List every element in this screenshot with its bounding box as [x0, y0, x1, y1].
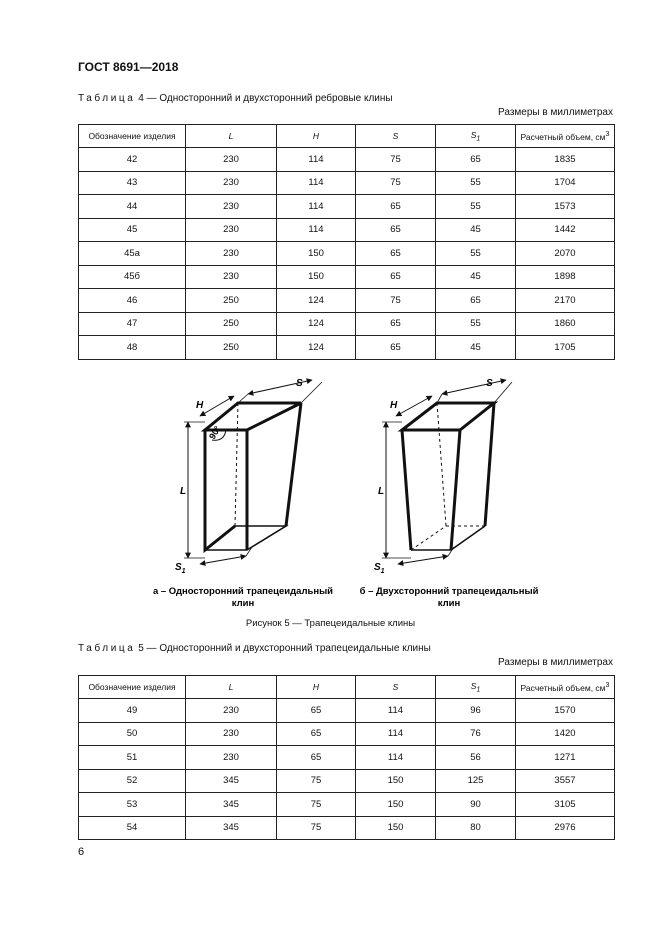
table-row	[79, 218, 615, 242]
table-cell: 65	[356, 195, 436, 219]
table-row	[79, 769, 615, 793]
table-row	[79, 746, 615, 770]
table-cell: 65	[356, 265, 436, 289]
table-cell: 250	[186, 336, 277, 360]
table-cell: 124	[277, 289, 356, 313]
col-volume: Расчетный объем, $см^3$	[516, 125, 615, 148]
table-cell: 230	[186, 171, 277, 195]
wedge-b-label-s: S	[486, 378, 493, 389]
table-cell: 65	[277, 722, 356, 746]
table-cell: 45	[436, 336, 516, 360]
table-cell: 75	[277, 793, 356, 817]
table-cell: 45	[79, 218, 186, 242]
table-cell: 345	[186, 816, 277, 840]
table-cell: 230	[186, 242, 277, 266]
table-cell: 3105	[516, 793, 615, 817]
col-s1: $S_1$	[436, 676, 516, 699]
table-cell: 55	[436, 195, 516, 219]
table-cell: 48	[79, 336, 186, 360]
table-cell: 65	[277, 746, 356, 770]
table-cell: 150	[277, 265, 356, 289]
table4-units: Размеры в миллиметрах	[498, 107, 613, 118]
table-cell: 1573	[516, 195, 615, 219]
table-cell: 2170	[516, 289, 615, 313]
table4-caption	[78, 93, 393, 104]
wedge-b-label-h: H	[390, 400, 398, 411]
table-cell: 45	[436, 218, 516, 242]
table-cell: 1898	[516, 265, 615, 289]
table-cell: 65	[356, 242, 436, 266]
table-cell: 47	[79, 312, 186, 336]
table5-number: 5	[138, 643, 144, 654]
table-cell: 65	[356, 312, 436, 336]
table-cell: 1570	[516, 699, 615, 723]
table-cell: 65	[436, 289, 516, 313]
table-cell: 52	[79, 769, 186, 793]
col-designation: Обозначение изделия	[79, 125, 186, 148]
table-cell: 51	[79, 746, 186, 770]
table-row	[79, 722, 615, 746]
table-cell: 150	[277, 242, 356, 266]
table-cell: 45а	[79, 242, 186, 266]
table-cell: 230	[186, 148, 277, 172]
table-cell: 2070	[516, 242, 615, 266]
table-cell: 55	[436, 171, 516, 195]
table-cell: 45	[436, 265, 516, 289]
wedge-b-label-l: L	[378, 486, 385, 497]
wedge-a-label-s1: $S_1$	[175, 562, 186, 575]
table4-title: — Односторонний и двухсторонний ребровые клины	[143, 93, 393, 104]
table-cell: 46	[79, 289, 186, 313]
table-cell: 230	[186, 218, 277, 242]
table5-caption	[78, 643, 431, 654]
table-row	[79, 336, 615, 360]
figure-caption: Рисунок 5 — Трапецеидальные клины	[245, 618, 416, 629]
table-cell: 56	[436, 746, 516, 770]
table-cell: 75	[277, 816, 356, 840]
table4-header-row	[79, 125, 615, 148]
table-row	[79, 816, 615, 840]
table-cell: 1271	[516, 746, 615, 770]
wedge-a-label-angle: 90°	[207, 424, 223, 441]
table-row	[79, 793, 615, 817]
caption-b-line2: клин	[437, 598, 461, 609]
caption-a-line1: а – Односторонний трапецеидальный	[152, 586, 334, 597]
table-cell: 76	[436, 722, 516, 746]
wedge-b-label-s1: $S_1$	[374, 562, 385, 575]
col-h: H	[277, 676, 356, 699]
table-cell: 230	[186, 722, 277, 746]
table-cell: 45б	[79, 265, 186, 289]
table-cell: 150	[356, 793, 436, 817]
table-cell: 54	[79, 816, 186, 840]
page-number: 6	[78, 846, 85, 858]
table4	[78, 124, 615, 360]
table-cell: 53	[79, 793, 186, 817]
table-cell: 75	[356, 289, 436, 313]
table-cell: 80	[436, 816, 516, 840]
table-cell: 125	[436, 769, 516, 793]
standard-header: ГОСТ 8691—2018	[78, 60, 179, 74]
table-cell: 2976	[516, 816, 615, 840]
table-row	[79, 289, 615, 313]
table-cell: 114	[277, 218, 356, 242]
table4-number: 4	[138, 93, 144, 104]
table-cell: 55	[436, 312, 516, 336]
col-designation: Обозначение изделия	[79, 676, 186, 699]
table-cell: 124	[277, 336, 356, 360]
table-cell: 65	[436, 148, 516, 172]
wedge-a-label-h: H	[196, 400, 204, 411]
wedge-b-drawing	[382, 380, 512, 564]
table5	[78, 675, 615, 840]
table-cell: 230	[186, 699, 277, 723]
table-cell: 150	[356, 769, 436, 793]
table-cell: 1704	[516, 171, 615, 195]
table4-prefix: Таблица	[78, 93, 136, 104]
table-cell: 75	[356, 148, 436, 172]
table-cell: 250	[186, 312, 277, 336]
col-s: S	[356, 676, 436, 699]
col-l: L	[186, 125, 277, 148]
table-cell: 345	[186, 793, 277, 817]
table-cell: 114	[356, 746, 436, 770]
table-cell: 49	[79, 699, 186, 723]
table-cell: 65	[356, 218, 436, 242]
table-cell: 65	[356, 336, 436, 360]
table-cell: 1420	[516, 722, 615, 746]
table-cell: 1860	[516, 312, 615, 336]
caption-a-line2: клин	[231, 598, 255, 609]
table-cell: 3557	[516, 769, 615, 793]
table-cell: 114	[277, 171, 356, 195]
table-row	[79, 242, 615, 266]
table-cell: 124	[277, 312, 356, 336]
table-cell: 114	[277, 148, 356, 172]
table-cell: 114	[356, 722, 436, 746]
table-cell: 1442	[516, 218, 615, 242]
table5-title: — Односторонний и двухсторонний трапецеидальные клины	[143, 643, 431, 654]
figure-5	[150, 372, 550, 612]
table-row	[79, 171, 615, 195]
table-cell: 114	[277, 195, 356, 219]
caption-b-line1: б – Двухсторонний трапецеидальный	[359, 586, 539, 597]
table-cell: 230	[186, 746, 277, 770]
table-cell: 75	[356, 171, 436, 195]
col-volume: Расчетный объем, $см^3$	[516, 676, 615, 699]
table-cell: 345	[186, 769, 277, 793]
wedge-a-label-l: L	[180, 486, 187, 497]
table-row	[79, 699, 615, 723]
table-cell: 230	[186, 195, 277, 219]
table5-prefix: Таблица	[78, 643, 136, 654]
table-row	[79, 148, 615, 172]
table-cell: 42	[79, 148, 186, 172]
col-s1: $S_1$	[436, 125, 516, 148]
table-cell: 75	[277, 769, 356, 793]
wedge-a-drawing	[184, 380, 322, 564]
table-cell: 250	[186, 289, 277, 313]
table5-header-row	[79, 676, 615, 699]
table-cell: 96	[436, 699, 516, 723]
table-cell: 1835	[516, 148, 615, 172]
table-row	[79, 265, 615, 289]
table-cell: 65	[277, 699, 356, 723]
table-cell: 55	[436, 242, 516, 266]
table-cell: 43	[79, 171, 186, 195]
table-row	[79, 195, 615, 219]
table-cell: 50	[79, 722, 186, 746]
table-row	[79, 312, 615, 336]
table-cell: 150	[356, 816, 436, 840]
table5-units: Размеры в миллиметрах	[498, 657, 613, 668]
table-cell: 114	[356, 699, 436, 723]
table-cell: 90	[436, 793, 516, 817]
table-cell: 44	[79, 195, 186, 219]
col-s: S	[356, 125, 436, 148]
col-l: L	[186, 676, 277, 699]
col-h: H	[277, 125, 356, 148]
table-cell: 1705	[516, 336, 615, 360]
table-cell: 230	[186, 265, 277, 289]
wedge-a-label-s: S	[296, 378, 303, 389]
